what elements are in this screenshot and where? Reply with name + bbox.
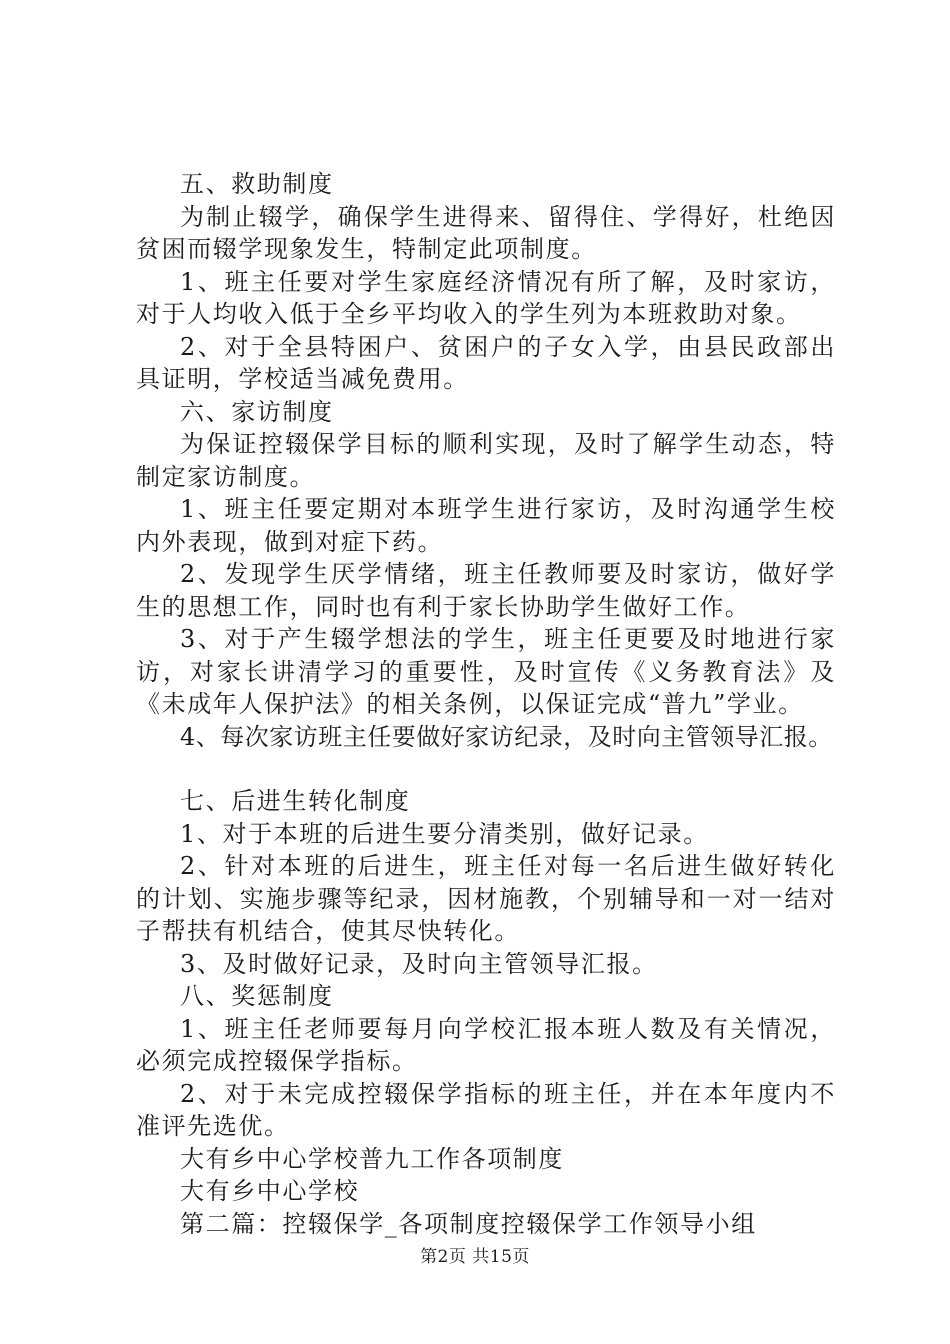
paragraph: 为保证控辍保学目标的顺利实现，及时了解学生动态，特制定家访制度。 — [136, 430, 836, 491]
paragraph: 2、对于未完成控辍保学指标的班主任，并在本年度内不准评先选优。 — [136, 1079, 836, 1140]
section-heading-underachiever: 七、后进生转化制度 — [180, 787, 411, 815]
paragraph: 4、每次家访班主任要做好家访纪录，及时向主管领导汇报。 — [180, 722, 833, 751]
paragraph: 1、班主任要定期对本班学生进行家访，及时沟通学生校内外表现，做到对症下药。 — [136, 495, 836, 556]
section-heading-home-visit: 六、家访制度 — [180, 397, 334, 426]
paragraph: 1、班主任要对学生家庭经济情况有所了解，及时家访，对于人均收入低于全乡平均收入的学生列为本班救助对象。 — [136, 267, 836, 328]
page-number-footer: 第2页 共15页 — [420, 1247, 530, 1267]
paragraph: 为制止辍学，确保学生进得来、留得住、学得好，杜绝因贫困而辍学现象发生，特制定此项制度。 — [136, 202, 836, 263]
section-heading-rewards: 八、奖惩制度 — [180, 982, 334, 1010]
chapter-title-line: 第二篇：控辍保学_各项制度控辍保学工作领导小组 — [180, 1209, 757, 1238]
paragraph: 2、发现学生厌学情绪，班主任教师要及时家访，做好学生的思想工作，同时也有利于家长协助学生做好工作。 — [136, 560, 836, 621]
paragraph: 1、班主任老师要每月向学校汇报本班人数及有关情况，必须完成控辍保学指标。 — [136, 1014, 836, 1075]
paragraph: 3、对于产生辍学想法的学生，班主任更要及时地进行家访，对家长讲清学习的重要性，及时宣传《义务教育法》及《未成年人保护法》的相关条例，以保证完成“普九”学业。 — [136, 625, 836, 718]
document-title-line: 大有乡中心学校普九工作各项制度 — [180, 1144, 564, 1173]
paragraph: 2、对于全县特困户、贫困户的子女入学，由县民政部出具证明，学校适当减免费用。 — [136, 332, 836, 393]
paragraph: 3、及时做好记录，及时向主管领导汇报。 — [180, 949, 658, 978]
section-heading-rescue: 五、救助制度 — [180, 170, 334, 198]
document-body — [136, 168, 836, 1240]
school-name-line: 大有乡中心学校 — [180, 1177, 360, 1205]
paragraph: 1、对于本班的后进生要分清类别，做好记录。 — [180, 819, 709, 848]
paragraph: 2、针对本班的后进生，班主任对每一名后进生做好转化的计划、实施步骤等纪录，因材施教，个别辅导和一对一结对子帮扶有机结合，使其尽快转化。 — [136, 852, 836, 945]
